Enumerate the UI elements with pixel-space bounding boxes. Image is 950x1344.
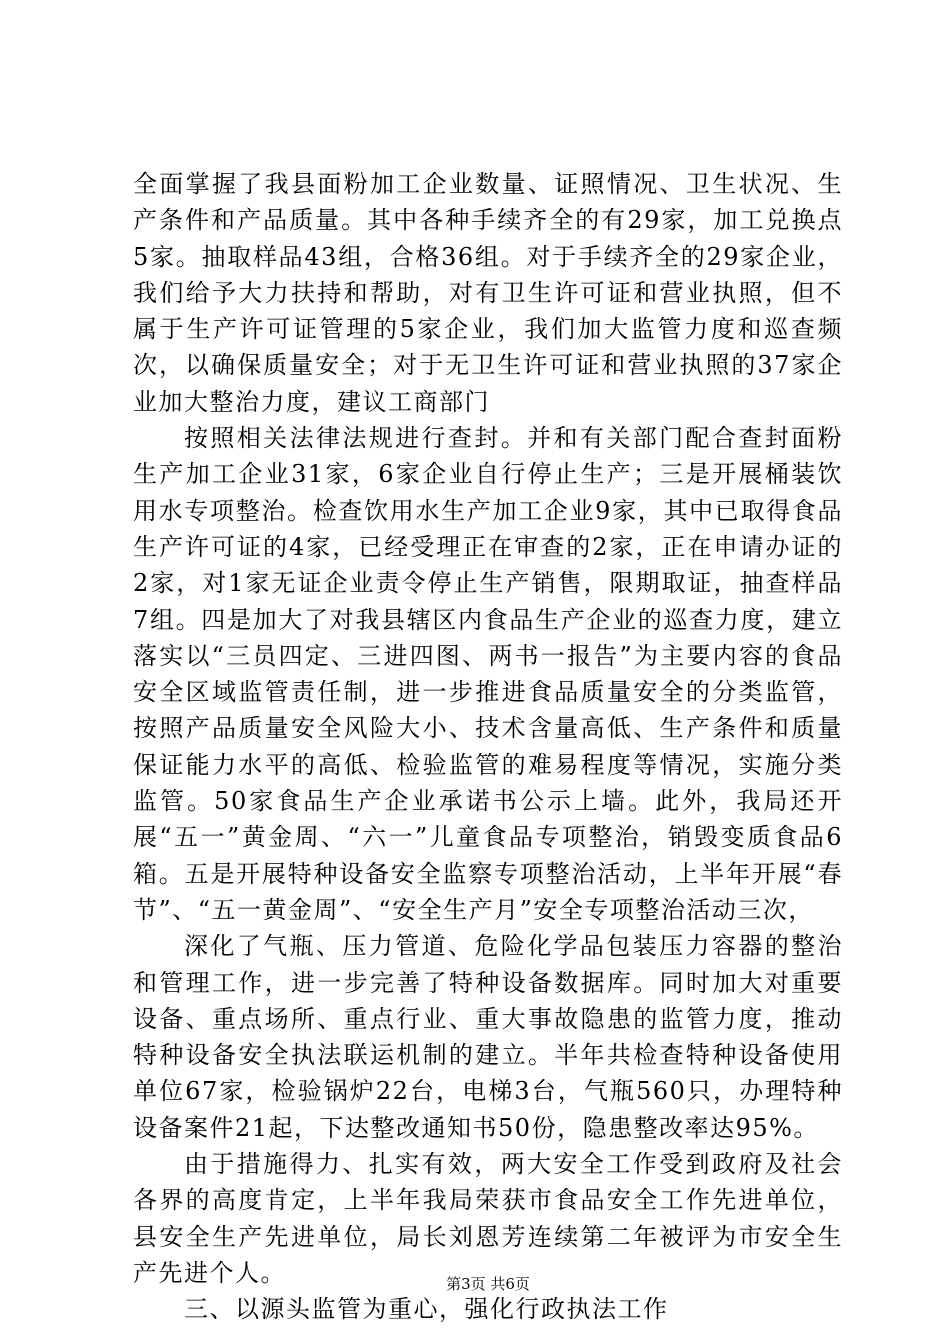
paragraph-2: 按照相关法律法规进行查封。并和有关部门配合查封面粉生产加工企业31家，6家企业自行停止生产；三是开展桶装饮用水专项整治。检查饮用水生产加工企业9家，其中已取得食品生产许可证的4家，已经受理正在审查的2家，正在申请办证的2家，对1家无证企业责令停止生产销售，限期取证，抽查样品7组。四是加大了对我县辖区内食品生产企业的巡查力度，建立落实以“三员四定、三进四图、两书一报告”为主要内容的食品安全区域监管责任制，进一步推进食品质量安全的分类监管，按照产品质量安全风险大小、技术含量高低、生产条件和质量保证能力水平的高低、检验监管的难易程度等情况，实施分类监管。50家食品生产企业承诺书公示上墙。此外，我局还开展“五一”黄金周、“六一”儿童食品专项整治，销毁变质食品6箱。五是开展特种设备安全监察专项整治活动，上半年开展“春节”、“五一黄金周”、“安全生产月”安全专项整治活动三次， [133, 424, 843, 924]
document-page [133, 0, 843, 1344]
paragraph-4: 由于措施得力、扎实有效，两大安全工作受到政府及社会各界的高度肯定，上半年我局荣获市食品安全工作先进单位，县安全生产先进单位，局长刘恩芳连续第二年被评为市安全生产先进个人。 [133, 1150, 843, 1287]
paragraph-3: 深化了气瓶、压力管道、危险化学品包装压力容器的整治和管理工作，进一步完善了特种设备数据库。同时加大对重要设备、重点场所、重点行业、重大事故隐患的监管力度，推动特种设备安全执法联运机制的建立。半年共检查特种设备使用单位67家，检验锅炉22台，电梯3台，气瓶560只，办理特种设备案件21起，下达整改通知书50份，隐患整改率达95%。 [133, 932, 843, 1142]
section-heading: 三、以源头监管为重心，强化行政执法工作 [184, 1295, 669, 1324]
document-body [133, 166, 843, 1328]
page-number-footer: 第3页 共6页 [446, 1275, 530, 1293]
paragraph-1: 全面掌握了我县面粉加工企业数量、证照情况、卫生状况、生产条件和产品质量。其中各种手续齐全的有29家，加工兑换点5家。抽取样品43组，合格36组。对于手续齐全的29家企业，我们给予大力扶持和帮助，对有卫生许可证和营业执照，但不属于生产许可证管理的5家企业，我们加大监管力度和巡查频次，以确保质量安全；对于无卫生许可证和营业执照的37家企业加大整治力度，建议工商部门 [133, 170, 843, 416]
